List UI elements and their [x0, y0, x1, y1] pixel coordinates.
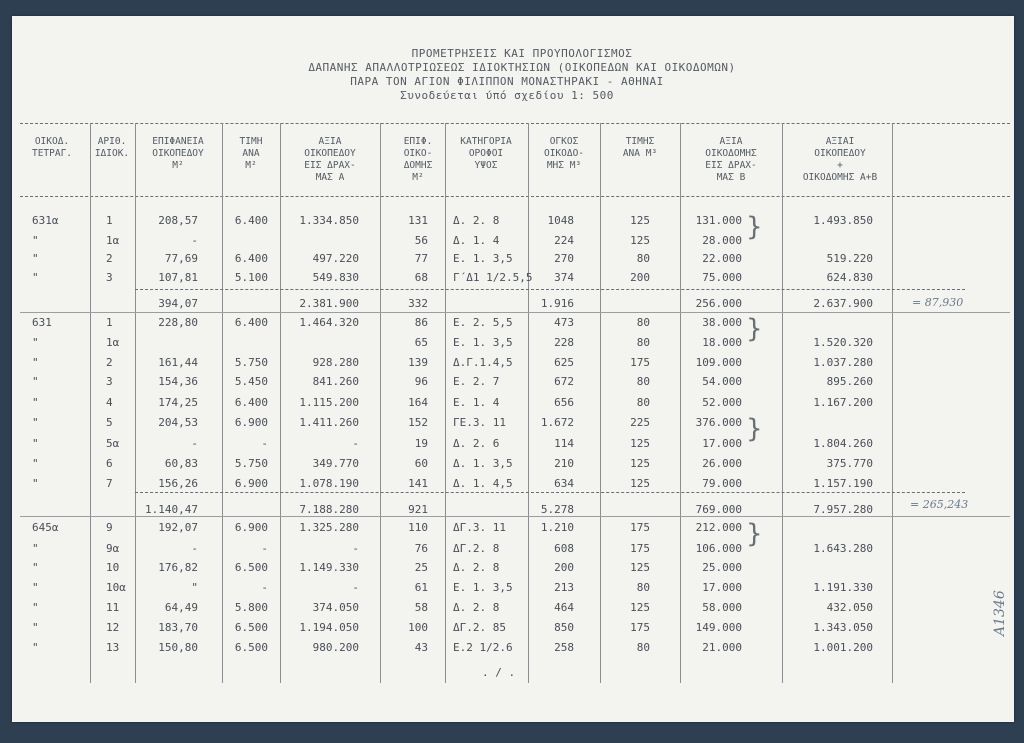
table-cell: 5 — [106, 416, 113, 429]
subtotal-rule — [135, 492, 965, 493]
table-cell: 349.770 — [312, 457, 359, 470]
table-cell: 52.000 — [702, 396, 742, 409]
table-cell: 131.000 — [695, 214, 742, 227]
table-cell: 1.001.200 — [813, 641, 873, 654]
table-cell: 645α — [32, 521, 59, 534]
table-cell: 18.000 — [702, 336, 742, 349]
table-cell: 6.400 — [234, 396, 268, 409]
table-cell: 6 — [106, 457, 113, 470]
table-cell: 149.000 — [695, 621, 742, 634]
table-cell: 1.643.280 — [813, 542, 873, 555]
table-cell: 624.830 — [826, 271, 873, 284]
table-cell: " — [32, 271, 39, 284]
table-cell: 141 — [408, 477, 428, 490]
table-cell: 152 — [408, 416, 428, 429]
table-cell: " — [32, 437, 39, 450]
table-cell: 131 — [408, 214, 428, 227]
handwritten-note-1: = 87,930 — [912, 296, 964, 309]
table-cell: 10 — [106, 561, 120, 574]
table-cell: 183,70 — [158, 621, 198, 634]
table-cell: 1.411.260 — [299, 416, 359, 429]
table-cell: 5.800 — [234, 601, 268, 614]
table-cell: 608 — [554, 542, 574, 555]
table-cell: 473 — [554, 316, 574, 329]
table-cell: 100 — [408, 621, 428, 634]
table-cell: 80 — [636, 336, 650, 349]
table-cell: Δ. 2. 6 — [453, 437, 500, 450]
table-cell: 1.672 — [540, 416, 574, 429]
table-cell: 79.000 — [702, 477, 742, 490]
table-cell: 109.000 — [695, 356, 742, 369]
table-cell: 1α — [106, 336, 120, 349]
table-cell: 1.194.050 — [299, 621, 359, 634]
table-cell: 65 — [414, 336, 428, 349]
table-cell: 258 — [554, 641, 574, 654]
table-cell: 5.750 — [234, 457, 268, 470]
table-cell: 3 — [106, 271, 113, 284]
table-cell: 5α — [106, 437, 120, 450]
table-cell: Ε. 1. 3,5 — [453, 252, 513, 265]
table-cell: 1 — [106, 214, 113, 227]
table-cell: 1.167.200 — [813, 396, 873, 409]
header-top-rule — [20, 123, 1010, 124]
column-header: ΕΠΙΦ. ΟΙΚΟ- ΔΟΜΗΣ M² — [403, 136, 433, 183]
table-cell: " — [32, 601, 39, 614]
table-cell: 394,07 — [158, 297, 198, 310]
archive-number: A1346 — [992, 590, 1008, 636]
table-cell: " — [32, 621, 39, 634]
table-cell: 17.000 — [702, 581, 742, 594]
table-cell: 224 — [554, 234, 574, 247]
table-cell: 4 — [106, 396, 113, 409]
table-cell: 77,69 — [164, 252, 198, 265]
table-cell: 25.000 — [702, 561, 742, 574]
table-cell: - — [191, 542, 198, 555]
table-cell: 432.050 — [826, 601, 873, 614]
table-cell: 850 — [554, 621, 574, 634]
table-cell: " — [32, 336, 39, 349]
table-cell: 374.050 — [312, 601, 359, 614]
table-cell: 106.000 — [695, 542, 742, 555]
table-cell: 2.381.900 — [299, 297, 359, 310]
table-cell: 1.520.320 — [813, 336, 873, 349]
table-cell: 1.115.200 — [299, 396, 359, 409]
column-header: ΟΙΚΟΔ. ΤΕΤΡΑΓ. — [31, 136, 73, 159]
table-cell: 7 — [106, 477, 113, 490]
table-cell: " — [32, 234, 39, 247]
table-cell: - — [261, 542, 268, 555]
table-cell: 6.500 — [234, 561, 268, 574]
table-cell: 2 — [106, 356, 113, 369]
table-cell: " — [32, 542, 39, 555]
table-cell: 139 — [408, 356, 428, 369]
table-cell: 769.000 — [695, 503, 742, 516]
table-cell: 208,57 — [158, 214, 198, 227]
table-cell: 656 — [554, 396, 574, 409]
column-header: ΑΞΙΑΙ ΟΙΚΟΠΕΔΟΥ + ΟΙΚΟΔΟΜΗΣ Α+Β — [802, 136, 878, 183]
brace-mark: } — [746, 314, 763, 344]
table-cell: 200 — [630, 271, 650, 284]
table-cell: 58.000 — [702, 601, 742, 614]
table-cell: " — [32, 581, 39, 594]
table-cell: 17.000 — [702, 437, 742, 450]
table-cell: 192,07 — [158, 521, 198, 534]
table-cell: " — [32, 356, 39, 369]
table-cell: 125 — [630, 477, 650, 490]
table-cell: 1.191.330 — [813, 581, 873, 594]
table-cell: 1048 — [547, 214, 574, 227]
table-cell: 7.957.280 — [813, 503, 873, 516]
table-cell: " — [32, 396, 39, 409]
table-cell: 228,80 — [158, 316, 198, 329]
table-cell: ΔΓ.2. 85 — [453, 621, 506, 634]
table-cell: 6.400 — [234, 214, 268, 227]
table-cell: 921 — [408, 503, 428, 516]
title-line-2: ΔΑΠΑΝΗΣ ΑΠΑΛΛΟΤΡΙΩΣΕΩΣ ΙΔΙΟΚΤΗΣΙΩΝ (ΟΙΚΟΠΕΔΩΝ ΚΑΙ ΟΙΚΟΔΟΜΩΝ) — [308, 61, 736, 74]
table-cell: 5.100 — [234, 271, 268, 284]
column-header: ΟΓΚΟΣ ΟΙΚΟΔΟ- ΜΗΣ M³ — [543, 136, 585, 171]
table-cell: 270 — [554, 252, 574, 265]
table-cell: 1.804.260 — [813, 437, 873, 450]
table-cell: 64,49 — [164, 601, 198, 614]
table-cell: 114 — [554, 437, 574, 450]
brace-mark: } — [746, 519, 763, 549]
table-cell: 175 — [630, 542, 650, 555]
table-cell: 6.500 — [234, 621, 268, 634]
group-rule — [20, 516, 1010, 517]
table-cell: Δ.Γ.1.4,5 — [453, 356, 513, 369]
column-header: ΤΙΜΗ ΑΝΑ M² — [239, 136, 263, 171]
table-cell: Δ. 2. 8 — [453, 214, 500, 227]
table-cell: 125 — [630, 234, 650, 247]
table-cell: Δ. 1. 4,5 — [453, 477, 513, 490]
table-cell: 58 — [414, 601, 428, 614]
table-cell: Ε. 2. 7 — [453, 375, 500, 388]
table-cell: 19 — [414, 437, 428, 450]
table-cell: 9 — [106, 521, 113, 534]
table-cell: 75.000 — [702, 271, 742, 284]
table-cell: 1 — [106, 316, 113, 329]
table-cell: 6.900 — [234, 416, 268, 429]
table-cell: 80 — [636, 316, 650, 329]
table-cell: 9α — [106, 542, 120, 555]
table-cell: 200 — [554, 561, 574, 574]
table-cell: " — [32, 457, 39, 470]
table-cell: 464 — [554, 601, 574, 614]
column-header: ΤΙΜΗΣ ΑΝΑ M³ — [622, 136, 658, 159]
table-cell: 25 — [414, 561, 428, 574]
table-cell: 175 — [630, 521, 650, 534]
table-cell: - — [352, 542, 359, 555]
table-cell: 175 — [630, 356, 650, 369]
table-cell: - — [191, 437, 198, 450]
table-cell: 174,25 — [158, 396, 198, 409]
table-cell: 11 — [106, 601, 120, 614]
column-header: ΑΡΙΘ. ΙΔΙΟΚ. — [94, 136, 130, 159]
table-cell: 176,82 — [158, 561, 198, 574]
table-cell: Γ΄Δ1 1/2.5,5 — [453, 271, 533, 284]
table-cell: 1.140,47 — [145, 503, 198, 516]
table-cell: 1.037.280 — [813, 356, 873, 369]
table-cell: " — [32, 416, 39, 429]
table-cell: " — [32, 561, 39, 574]
table-cell: 256.000 — [695, 297, 742, 310]
table-cell: 76 — [414, 542, 428, 555]
table-cell: 1.334.850 — [299, 214, 359, 227]
table-cell: 28.000 — [702, 234, 742, 247]
table-cell: 110 — [408, 521, 428, 534]
table-cell: 2.637.900 — [813, 297, 873, 310]
table-cell: 68 — [414, 271, 428, 284]
table-cell: - — [261, 437, 268, 450]
table-cell: " — [32, 252, 39, 265]
table-cell: Ε. 1. 3,5 — [453, 336, 513, 349]
table-cell: 519.220 — [826, 252, 873, 265]
table-cell: 12 — [106, 621, 120, 634]
table-cell: 60 — [414, 457, 428, 470]
table-cell: 1.210 — [540, 521, 574, 534]
table-cell: 5.278 — [540, 503, 574, 516]
title-line-3: ΠΑΡΑ ΤΟΝ ΑΓΙΟΝ ΦΙΛΙΠΠΟΝ ΜΟΝΑΣΤΗΡΑΚΙ - ΑΘΗΝΑΙ — [350, 75, 664, 88]
table-cell: 497.220 — [312, 252, 359, 265]
title-line-4: Συνοδεύεται ύπό σχεδίου 1: 500 — [400, 89, 614, 102]
table-cell: Δ. 2. 8 — [453, 561, 500, 574]
table-cell: 1.464.320 — [299, 316, 359, 329]
table-cell: 125 — [630, 437, 650, 450]
table-cell: Ε. 2. 5,5 — [453, 316, 513, 329]
table-cell: 1.078.190 — [299, 477, 359, 490]
table-cell: Δ. 2. 8 — [453, 601, 500, 614]
table-cell: 895.260 — [826, 375, 873, 388]
table-cell: 549.830 — [312, 271, 359, 284]
table-cell: 61 — [414, 581, 428, 594]
table-cell: ΓΕ.3. 11 — [453, 416, 506, 429]
table-cell: ΔΓ.2. 8 — [453, 542, 500, 555]
table-cell: 125 — [630, 457, 650, 470]
table-cell: 625 — [554, 356, 574, 369]
table-cell: - — [352, 437, 359, 450]
table-cell: 375.770 — [826, 457, 873, 470]
table-cell: 2 — [106, 252, 113, 265]
page-marker: . / . — [482, 666, 516, 679]
table-cell: 1.149.330 — [299, 561, 359, 574]
table-cell: 164 — [408, 396, 428, 409]
table-cell: 5.450 — [234, 375, 268, 388]
table-cell: " — [32, 477, 39, 490]
table-cell: Ε. 1. 3,5 — [453, 581, 513, 594]
table-cell: Ε. 1. 4 — [453, 396, 500, 409]
table-cell: 6.400 — [234, 252, 268, 265]
table-cell: - — [352, 581, 359, 594]
brace-mark: } — [746, 212, 763, 242]
table-cell: 634 — [554, 477, 574, 490]
table-cell: 212.000 — [695, 521, 742, 534]
table-cell: 6.500 — [234, 641, 268, 654]
table-cell: " — [32, 641, 39, 654]
table-cell: 1α — [106, 234, 120, 247]
handwritten-note-2: = 265,243 — [910, 498, 969, 511]
table-cell: 107,81 — [158, 271, 198, 284]
table-cell: 80 — [636, 252, 650, 265]
table-cell: Δ. 1. 3,5 — [453, 457, 513, 470]
table-cell: 125 — [630, 214, 650, 227]
table-cell: 1.343.050 — [813, 621, 873, 634]
table-cell: 56 — [414, 234, 428, 247]
table-cell: 210 — [554, 457, 574, 470]
table-cell: 1.916 — [540, 297, 574, 310]
table-cell: 161,44 — [158, 356, 198, 369]
subtotal-rule — [135, 289, 965, 290]
table-cell: 156,26 — [158, 477, 198, 490]
table-cell: 10α — [106, 581, 126, 594]
column-header: ΚΑΤΗΓΟΡΙΑ ΟΡΟΦΟΙ ΥΨΟΣ — [460, 136, 512, 171]
table-cell: 631 — [32, 316, 52, 329]
table-cell: 175 — [630, 621, 650, 634]
group-rule — [20, 312, 1010, 313]
table-cell: 26.000 — [702, 457, 742, 470]
table-cell: 225 — [630, 416, 650, 429]
table-cell: 125 — [630, 561, 650, 574]
table-cell: 376.000 — [695, 416, 742, 429]
table-cell: 154,36 — [158, 375, 198, 388]
table-cell: 1.493.850 — [813, 214, 873, 227]
table-cell: - — [261, 581, 268, 594]
table-cell: 80 — [636, 581, 650, 594]
table-cell: 80 — [636, 375, 650, 388]
table-cell: 80 — [636, 396, 650, 409]
column-line — [445, 123, 446, 683]
table-cell: 1.325.280 — [299, 521, 359, 534]
table-cell: Δ. 1. 4 — [453, 234, 500, 247]
table-cell: 13 — [106, 641, 120, 654]
document-sheet — [12, 16, 1014, 722]
column-line — [892, 123, 893, 683]
table-cell: 60,83 — [164, 457, 198, 470]
table-cell: 980.200 — [312, 641, 359, 654]
table-cell: 1.157.190 — [813, 477, 873, 490]
brace-mark: } — [746, 414, 763, 444]
table-cell: 38.000 — [702, 316, 742, 329]
table-cell: 125 — [630, 601, 650, 614]
table-cell: 96 — [414, 375, 428, 388]
table-cell: 21.000 — [702, 641, 742, 654]
table-cell: 631α — [32, 214, 59, 227]
table-cell: 213 — [554, 581, 574, 594]
table-cell: 3 — [106, 375, 113, 388]
column-header: ΑΞΙΑ ΟΙΚΟΔΟΜΗΣ ΕΙΣ ΔΡΑΧ- ΜΑΣ Β — [705, 136, 757, 183]
column-header: ΑΞΙΑ ΟΙΚΟΠΕΔΟΥ ΕΙΣ ΔΡΑΧ- ΜΑΣ Α — [304, 136, 356, 183]
table-cell: " — [191, 581, 198, 594]
table-cell: 5.750 — [234, 356, 268, 369]
table-cell: 6.900 — [234, 521, 268, 534]
title-line-1: ΠΡΟΜΕΤΡΗΣΕΙΣ ΚΑΙ ΠΡΟΥΠΟΛΟΓΙΣΜΟΣ — [411, 47, 633, 60]
table-cell: - — [191, 234, 198, 247]
table-cell: 204,53 — [158, 416, 198, 429]
table-cell: 928.280 — [312, 356, 359, 369]
table-cell: 80 — [636, 641, 650, 654]
table-cell: 6.900 — [234, 477, 268, 490]
column-header: ΕΠΙΦΑΝΕΙΑ ΟΙΚΟΠΕΔΟΥ M² — [152, 136, 204, 171]
table-cell: 86 — [414, 316, 428, 329]
table-cell: 77 — [414, 252, 428, 265]
table-cell: 6.400 — [234, 316, 268, 329]
table-cell: 54.000 — [702, 375, 742, 388]
table-cell: ΔΓ.3. 11 — [453, 521, 506, 534]
table-cell: 228 — [554, 336, 574, 349]
table-cell: 332 — [408, 297, 428, 310]
table-cell: 672 — [554, 375, 574, 388]
table-cell: Ε.2 1/2.6 — [453, 641, 513, 654]
table-cell: 374 — [554, 271, 574, 284]
table-cell: 43 — [414, 641, 428, 654]
table-cell: " — [32, 375, 39, 388]
table-cell: 7.188.280 — [299, 503, 359, 516]
table-cell: 150,80 — [158, 641, 198, 654]
table-cell: 22.000 — [702, 252, 742, 265]
table-cell: 841.260 — [312, 375, 359, 388]
header-bottom-rule — [20, 196, 1010, 197]
